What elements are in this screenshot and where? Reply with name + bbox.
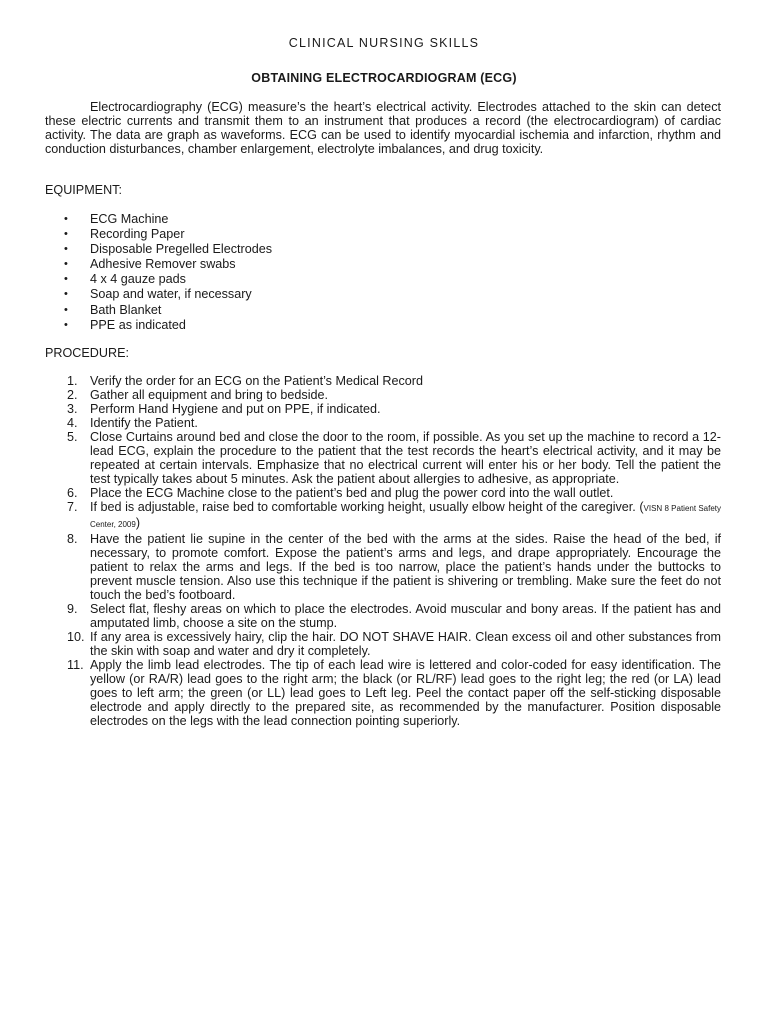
procedure-step: [45, 430, 721, 486]
procedure-heading: PROCEDURE:: [45, 346, 129, 360]
running-header: CLINICAL NURSING SKILLS: [288, 36, 480, 50]
procedure-step: [45, 532, 721, 602]
bullet-icon: •: [64, 213, 68, 225]
step-text: If bed is adjustable, raise bed to comfortable working height, usually elbow height of the caregiver. (: [90, 500, 644, 514]
bullet-icon: •: [64, 273, 68, 286]
procedure-step: [45, 374, 721, 388]
step-text-end: ): [135, 516, 141, 530]
equipment-item: [45, 303, 645, 318]
step-text: Place the ECG Machine close to the patient’s bed and plug the power cord into the wall outlet.: [90, 486, 614, 500]
step-text: Have the patient lie supine in the center of the bed with the arms at the sides. Raise the head of the bed, if necessary, to promote comfort. Expose the patient’s arms and legs, and drape appropriately. Encourage the patient to relax the arms and legs. If the bed is too narrow, place the patient’s hands under the buttocks to prevent muscle tension. Also use this technique if the patient is shivering or trembling. Make sure the feet do not touch the bed’s footboard.: [90, 532, 721, 602]
equipment-item: [45, 257, 645, 272]
step-text: Verify the order for an ECG on the Patient’s Medical Record: [90, 374, 423, 388]
step-text: Perform Hand Hygiene and put on PPE, if indicated.: [90, 402, 381, 416]
equipment-item-label: Bath Blanket: [90, 302, 162, 317]
procedure-step: [45, 630, 721, 658]
step-number: 9.: [67, 602, 78, 616]
step-text: Apply the limb lead electrodes. The tip of each lead wire is lettered and color-coded for easy identification. The yellow (or RA/R) lead goes to the right arm; the black (or RL/RF) lead goes to the right leg; the red (or LA) lead goes to left arm; the green (or LL) lead goes to Left leg. Peel the contact paper off the self-sticking disposable electrode and apply directly to the prepared site, as recommended by the manufacturer. Position disposable electrodes on the legs with the lead connection pointing superiorly.: [90, 658, 721, 728]
equipment-item-label: 4 x 4 gauze pads: [90, 272, 186, 287]
equipment-item-label: Recording Paper: [90, 227, 185, 242]
equipment-item: [45, 242, 645, 257]
step-number: 1.: [67, 374, 78, 388]
procedure-step: [45, 388, 721, 402]
equipment-item-label: Soap and water, if necessary: [90, 287, 252, 302]
bullet-icon: •: [64, 303, 68, 316]
equipment-item-label: Disposable Pregelled Electrodes: [90, 242, 273, 257]
step-text: Select flat, fleshy areas on which to place the electrodes. Avoid muscular and bony areas. If the patient has and amputated limb, choose a site on the stump.: [90, 602, 721, 630]
document-title: OBTAINING ELECTROCARDIOGRAM (ECG): [251, 71, 517, 85]
procedure-step: [45, 658, 721, 728]
equipment-item: [45, 318, 645, 333]
step-text: If any area is excessively hairy, clip the hair. DO NOT SHAVE HAIR. Clean excess oil and other substances from the skin with soap and water and dry it completely.: [90, 630, 721, 658]
step-number: 11.: [67, 658, 84, 672]
step-number: 2.: [67, 388, 78, 402]
step-text: Close Curtains around bed and close the door to the room, if possible. As you set up the machine to record a 12-lead ECG, explain the procedure to the patient that the test records the heart’s electrical activity, and it may be repeated at certain intervals. Emphasize that no electrical current will enter his or her body. Tell the patient the test typically takes about 5 minutes. Ask the patient about allergies to adhesive, as appropriate.: [90, 430, 721, 486]
procedure-step: [45, 416, 721, 430]
intro-paragraph: Electrocardiography (ECG) measure’s the heart’s electrical activity. Electrodes attached to the skin can detect these electric currents and transmit them to an instrument that produces a record (the electrocardiogram) of cardiac activity. The data are graph as waveforms. ECG can be used to identify myocardial ischemia and infarction, rhythm and conduction disturbances, chamber enlargement, electrolyte imbalances, and drug toxicity.: [45, 100, 721, 156]
equipment-item-label: PPE as indicated: [90, 317, 186, 332]
bullet-icon: •: [64, 318, 68, 331]
procedure-list: [45, 374, 721, 728]
step-text: Gather all equipment and bring to bedside.: [90, 388, 329, 402]
step-number: 3.: [67, 402, 78, 416]
step-number: 5.: [67, 430, 78, 444]
bullet-icon: •: [64, 288, 68, 301]
step-number: 6.: [67, 486, 78, 500]
step-number: 8.: [67, 532, 78, 546]
bullet-icon: •: [64, 228, 68, 241]
procedure-step: [45, 486, 721, 500]
step-number: 4.: [67, 416, 78, 430]
equipment-item: [45, 212, 645, 227]
equipment-item: [45, 272, 645, 287]
equipment-item-label: Adhesive Remover swabs: [90, 257, 236, 272]
equipment-item: [45, 227, 645, 242]
equipment-heading: EQUIPMENT:: [45, 183, 122, 197]
step-text: Identify the Patient.: [90, 416, 198, 430]
procedure-step: [45, 402, 721, 416]
bullet-icon: •: [64, 258, 68, 271]
procedure-step: [45, 500, 721, 532]
step-citation: VISN 8 Patient Safety Center, 2009: [90, 504, 721, 529]
step-number: 7.: [67, 500, 78, 514]
equipment-item: [45, 287, 645, 302]
procedure-step: [45, 602, 721, 630]
bullet-icon: •: [64, 243, 68, 256]
equipment-item-label: ECG Machine: [90, 212, 169, 226]
step-number: 10.: [67, 630, 85, 644]
equipment-list: [45, 212, 645, 333]
